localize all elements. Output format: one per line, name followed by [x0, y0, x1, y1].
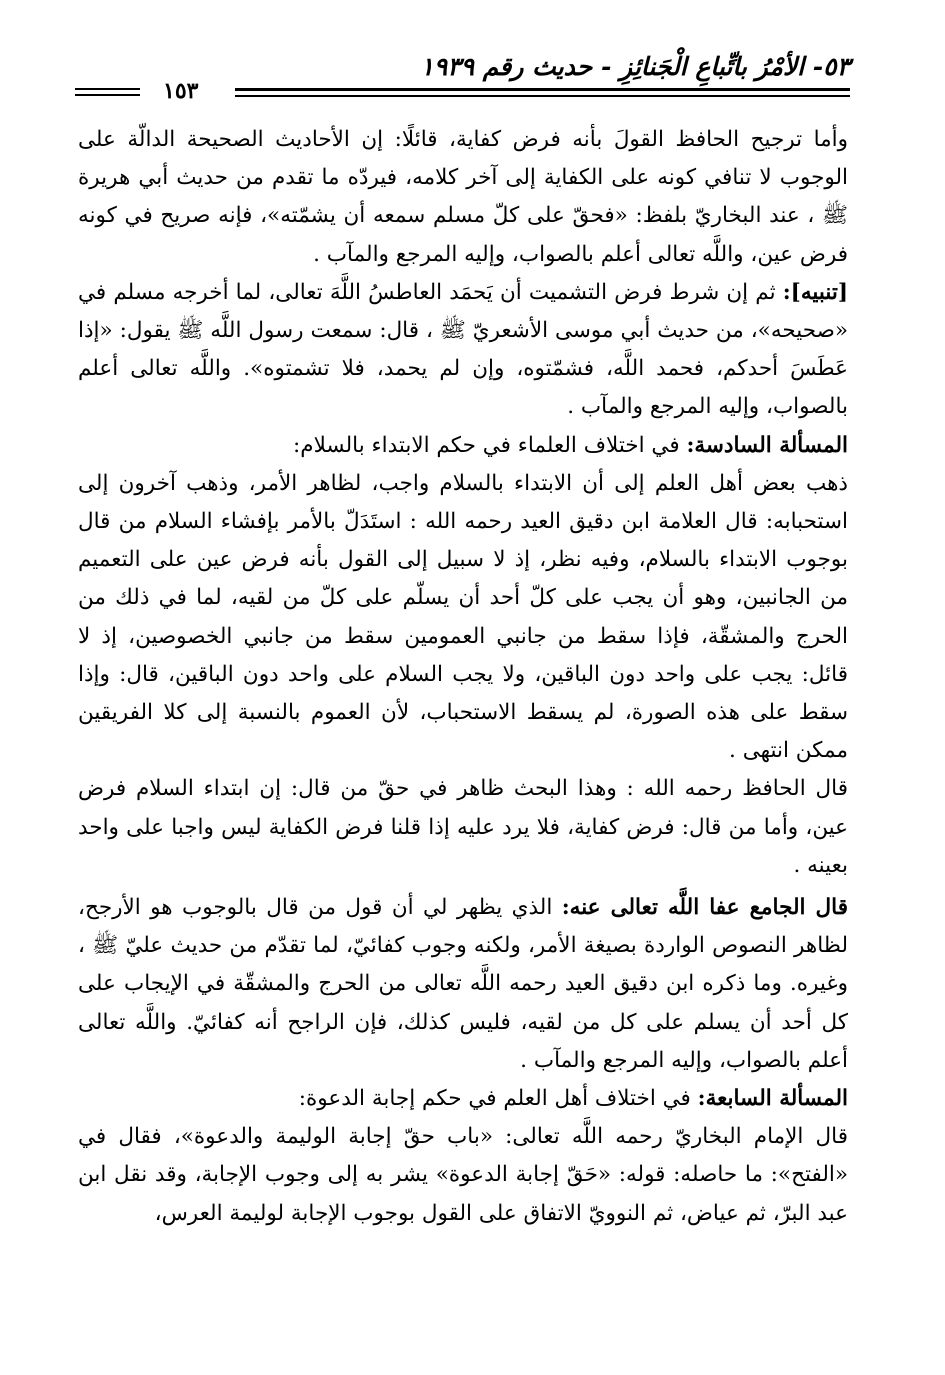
issue-seven-heading: المسألة السابعة: — [697, 1086, 848, 1112]
paragraph-3-text: في اختلاف العلماء في حكم الابتداء بالسلام: — [293, 432, 687, 458]
paragraph-7 — [78, 1080, 848, 1118]
header-rule-left-top — [75, 88, 140, 90]
paragraph-5 — [78, 770, 848, 885]
paragraph-5-text: قال الحافظ رحمه الله : وهذا البحث ظاهر في حقّ من قال: إن ابتداء السلام فرض عين، وأما من قال: فرض كفاية، فلا يرد عليه إذا قلنا فرض الكفاية ليس واجبا على واحد بعينه . — [78, 776, 848, 878]
paragraph-7-text: في اختلاف أهل العلم في حكم إجابة الدعوة: — [298, 1086, 698, 1112]
paragraph-6 — [78, 889, 848, 1080]
paragraph-1-text: وأما ترجيح الحافظ القولَ بأنه فرض كفاية، قائلًا: إن الأحاديث الصحيحة الدالّة على الوجوب لا تنافي كونه على الكفاية إلى آخر كلامه، فيردّه ما تقدم من حديث أبي هريرة ﷺ ، عند البخاريّ بلفظ: «فحقّ على كلّ مسلم سمعه أن يشمّته»، فإنه صريح في كونه فرض عين، واللَّه تعالى أعلم بالصواب، وإليه المرجع والمآب . — [78, 127, 848, 267]
header-rule-right-bottom — [235, 95, 850, 97]
issue-six-heading: المسألة السادسة: — [686, 432, 848, 458]
page-number: ١٥٣ — [163, 78, 199, 104]
paragraph-3 — [78, 427, 848, 465]
note-heading: [تنبيه]: — [782, 279, 848, 305]
paragraph-2 — [78, 274, 848, 427]
running-title: ٥٣- الأمْرُ باتِّباعِ الْجَنائِزِ - حديث رقم ١٩٣٩ — [420, 52, 850, 81]
paragraph-6-text: الذي يظهر لي أن قول من قال بالوجوب هو الأرجح، لظاهر النصوص الواردة بصيغة الأمر، ولكنه وجوب كفائيّ، لما تقدّم من حديث عليّ ﷺ ، وغيره. وما ذكره ابن دقيق العيد رحمه اللَّه تعالى من الحرج والمشقّة في الإيجاب على كل أحد أن يسلم على كل من لقيه، فليس كذلك، فإن الراجح أنه كفائيّ. واللَّه تعالى أعلم بالصواب، وإليه المرجع والمآب . — [78, 895, 848, 1073]
compiler-note-heading: قال الجامع عفا اللَّه تعالى عنه: — [561, 895, 848, 921]
page-header — [75, 52, 850, 102]
header-rule-right-top — [235, 88, 850, 91]
paragraph-8-text: قال الإمام البخاريّ رحمه اللَّه تعالى: «باب حقّ إجابة الوليمة والدعوة»، فقال في «الفتح»: ما حاصله: قوله: «حَقّ إجابة الدعوة» يشر به إلى وجوب الإجابة، وقد نقل ابن عبد البرّ، ثم عياض، ثم النوويّ الاتفاق على القول بوجوب الإجابة لوليمة العرس، — [78, 1124, 848, 1226]
header-rule-left-bottom — [75, 94, 140, 96]
paragraph-4-text: ذهب بعض أهل العلم إلى أن الابتداء بالسلام واجب، لظاهر الأمر، وذهب آخرون إلى استحبابه: قال العلامة ابن دقيق العيد رحمه الله : استَدَلّ بالأمر بإفشاء السلام من قال بوجوب الابتداء بالسلام، وفيه نظر، إذ لا سبيل إلى القول بأنه فرض عين على التعميم من الجانبين، وهو أن يجب على كلّ أحد أن يسلّم على كلّ من لقيه، لما في ذلك من الحرج والمشقّة، فإذا سقط من جانبي العمومين سقط من جانبي الخصوصين، إذ لا قائل: يجب على واحد دون الباقين، ولا يجب السلام على واحد دون الباقين، قال: وإذا سقط على هذه الصورة، لم يسقط الاستحباب، لأن العموم بالنسبة إلى كلا الفريقين ممكن انتهى . — [78, 470, 848, 764]
page-body — [78, 121, 848, 1233]
paragraph-8 — [78, 1118, 848, 1233]
paragraph-1 — [78, 121, 848, 274]
paragraph-4 — [78, 465, 848, 771]
paragraph-2-text: ثم إن شرط فرض التشميت أن يَحمَد العاطسُ اللَّهَ تعالى، لما أخرجه مسلم في «صحيحه»، من حديث أبي موسى الأشعريّ ﷺ ، قال: سمعت رسول اللَّه ﷺ يقول: «إذا عَطَسَ أحدكم، فحمد اللَّه، فشمّتوه، وإن لم يحمد، فلا تشمتوه». واللَّه تعالى أعلم بالصواب، وإليه المرجع والمآب . — [78, 279, 848, 420]
